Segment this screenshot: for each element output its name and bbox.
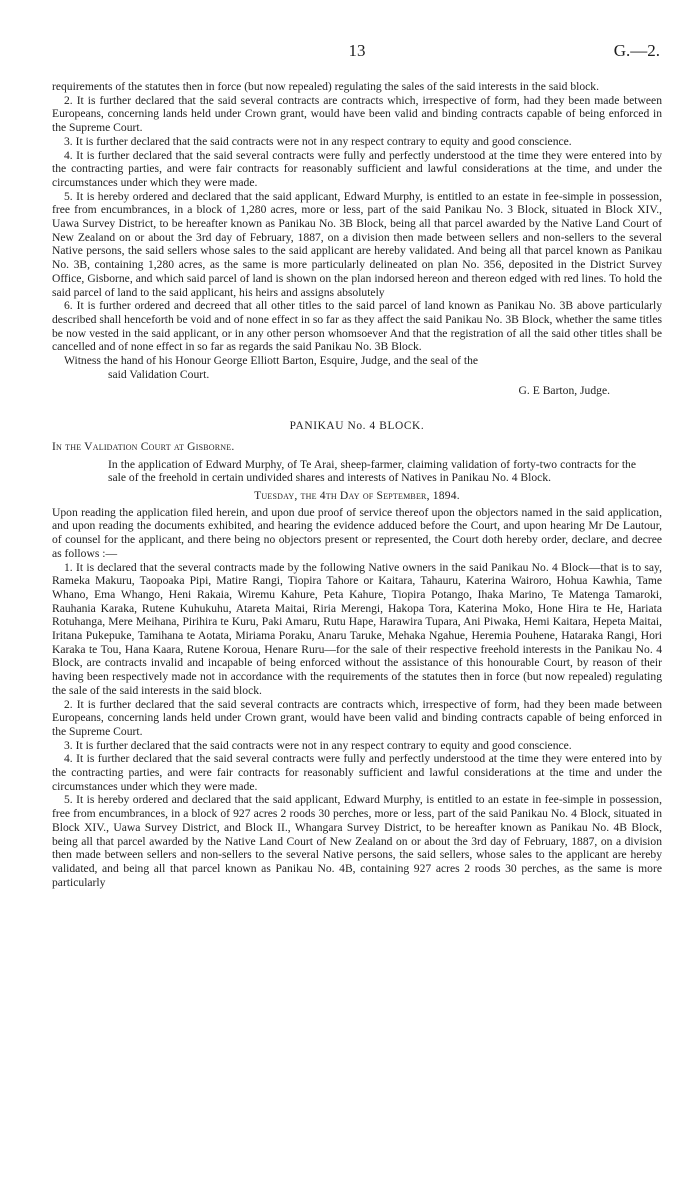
section-panikau-4 — [52, 420, 662, 889]
paragraph: 2. It is further declared that the said several contracts are contracts which, irrespective of form, had they been made between Europeans, concerning lands held under Crown grant, would have been valid and binding contracts capable of being enforced in the Supreme Court. — [52, 697, 662, 738]
paragraph: 5. It is hereby ordered and declared that the said applicant, Edward Murphy, is entitled to an estate in fee-simple in possession, free from encumbrances, in a block of 927 acres 2 roods 30 perches, more or less, part of the said Panikau No. 4 Block, situated in Block XIV., Uawa Survey District, and Block II., Whangara Survey District, to be hereafter known as Panikau No. 4B Block, being all that parcel awarded by the Native Land Court of New Zealand on or about the 3rd day of February, 1887, on a division then made between sellers and non-sellers to the several Native persons, the said sellers, whose sales to the applicant are hereby validated, and being all that parcel known as Panikau No. 4B, containing 927 acres 2 roods 30 perches, as the same is more particularly — [52, 793, 662, 889]
section-panikau-3 — [52, 80, 662, 398]
paragraph: 5. It is hereby ordered and declared that the said applicant, Edward Murphy, is entitled to an estate in fee-simple in possession, free from encumbrances, in a block of 1,280 acres, more or less, part of the said Panikau No. 3 Block, situated in Block XIV., Uawa Survey District, to be hereafter known as Panikau No. 3B Block, being all that parcel awarded by the Native Land Court of New Zealand on or about the 3rd day of February, 1887, on a division then made between sellers and non-sellers to the several Native persons, the said sellers whose sales to the said applicant are hereby validated. And being all that parcel known as Panikau No. 3B, containing 1,280 acres, as the same is more particularly delineated on plan No. 356, deposited in the District Survey Office, Gisborne, and which said parcel of land is shown on the plan indorsed hereon and thereon edged with red lines. To hold the said parcel of land to the said applicant, his heirs and assigns absolutely — [52, 189, 662, 299]
paragraph: 3. It is further declared that the said contracts were not in any respect contrary to equity and good conscience. — [64, 134, 572, 148]
court-name: In the Validation Court at Gisborne. — [52, 439, 235, 453]
hearing-date: Tuesday, the 4th Day of September, 1894. — [254, 488, 460, 502]
paragraph: 3. It is further declared that the said contracts were not in any respect contrary to equity and good conscience. — [64, 738, 572, 752]
paragraph: 6. It is further ordered and decreed that all other titles to the said parcel of land known as Panikau No. 3B above particularly described shall henceforth be void and of none effect in so far as they affect the said Panikau No. 3B Block, whether the same titles be now vested in the said applicant, or in any other person whomsoever And that the registration of all the said other titles shall be cancelled and of none effect in so far as regards the said Panikau No. 3B Block. — [52, 299, 662, 354]
witness-line-continued: said Validation Court. — [108, 367, 210, 381]
paragraph: 4. It is further declared that the said several contracts were fully and perfectly understood at the time they were entered into by the contracting parties, and were fair contracts for reasonably sufficient and lawful considerations at the time, and under the circumstances under which they were made. — [52, 148, 662, 189]
opening-paragraph: Upon reading the application filed herein, and upon due proof of service thereof upon the objectors named in the said application, and upon reading the documents exhibited, and hearing the evidence adduced before the Court, and upon hearing Mr De Lautour, of counsel for the applicant, and there being no objectors present or represented, the Court doth hereby order, declare, and decree as follows :— — [52, 505, 662, 560]
paragraph: 2. It is further declared that the said several contracts are contracts which, irrespective of form, had they been made between Europeans, concerning lands held under Crown grant, would have been valid and binding contracts capable of being enforced in the Supreme Court. — [52, 93, 662, 135]
carryover-paragraph: requirements of the statutes then in force (but now repealed) regulating the sales of the said interests in the said block. — [52, 80, 599, 93]
page-header — [52, 40, 662, 66]
judge-signature: G. E Barton, Judge. — [518, 384, 610, 398]
paragraph: 4. It is further declared that the said several contracts were fully and perfectly understood at the time they were entered into by the contracting parties, and were fair contracts for reasonably sufficient and lawful considerations at the time and under the circumstances under which they were made. — [52, 752, 662, 793]
application-summary: In the application of Edward Murphy, of Te Arai, sheep-farmer, claiming validation of forty-two contracts for the sale of the freehold in certain undivided shares and interests of Natives in Panikau No. 4 Block. — [108, 457, 636, 485]
series-code: G.—2. — [613, 41, 660, 60]
paragraph: 1. It is declared that the several contracts made by the following Native owners in the said Panikau No. 4 Block—that is to say, Rameka Makuru, Taopoaka Pipi, Matire Rangi, Tiopira Tahore or Kaitara, Tahauru, Katerina Wairoro, Hohua Kawhia, Tame Whano, Ema Whango, Heni Rakaia, Wiremu Kahure, Peta Kahure, Tiopira Potango, Ihaka Marino, Te Matenga Tamaroki, Rauhania Karaka, Rutene Kuhukuhu, Atareta Maitai, Riria Merengi, Hakopa Tora, Katerina Moko, Hone Hira te He, Hariata Rotuhanga, Mere Meihana, Pirihira te Kuru, Paki Amaru, Rutu Hape, Harawira Tupara, Ani Piwaka, Hemi Kaitara, Hepeta Maitai, Iritana Pukepuke, Tamihana te Aotata, Miriama Poraku, Anaru Taruke, Mehaka Ngahue, Heremia Pouhene, Hataraka Rangi, Hori Karaka te Tou, Hana Kaara, Rutene Koroua, Henare Ruru—for the sale of their respective freehold interests in the Panikau No. 4 Block, are contracts invalid and incapable of being enforced without the assistance of this honourable Court, by reason of their having been respectively made not in accordance with the requirements of the statutes then in force (but now repealed) regulating the sale of the said interests in the said block. — [52, 560, 662, 697]
block-title: PANIKAU No. 4 BLOCK. — [289, 420, 425, 433]
page-number: 13 — [348, 41, 366, 60]
witness-line: Witness the hand of his Honour George Elliott Barton, Esquire, Judge, and the seal of the — [64, 354, 479, 368]
